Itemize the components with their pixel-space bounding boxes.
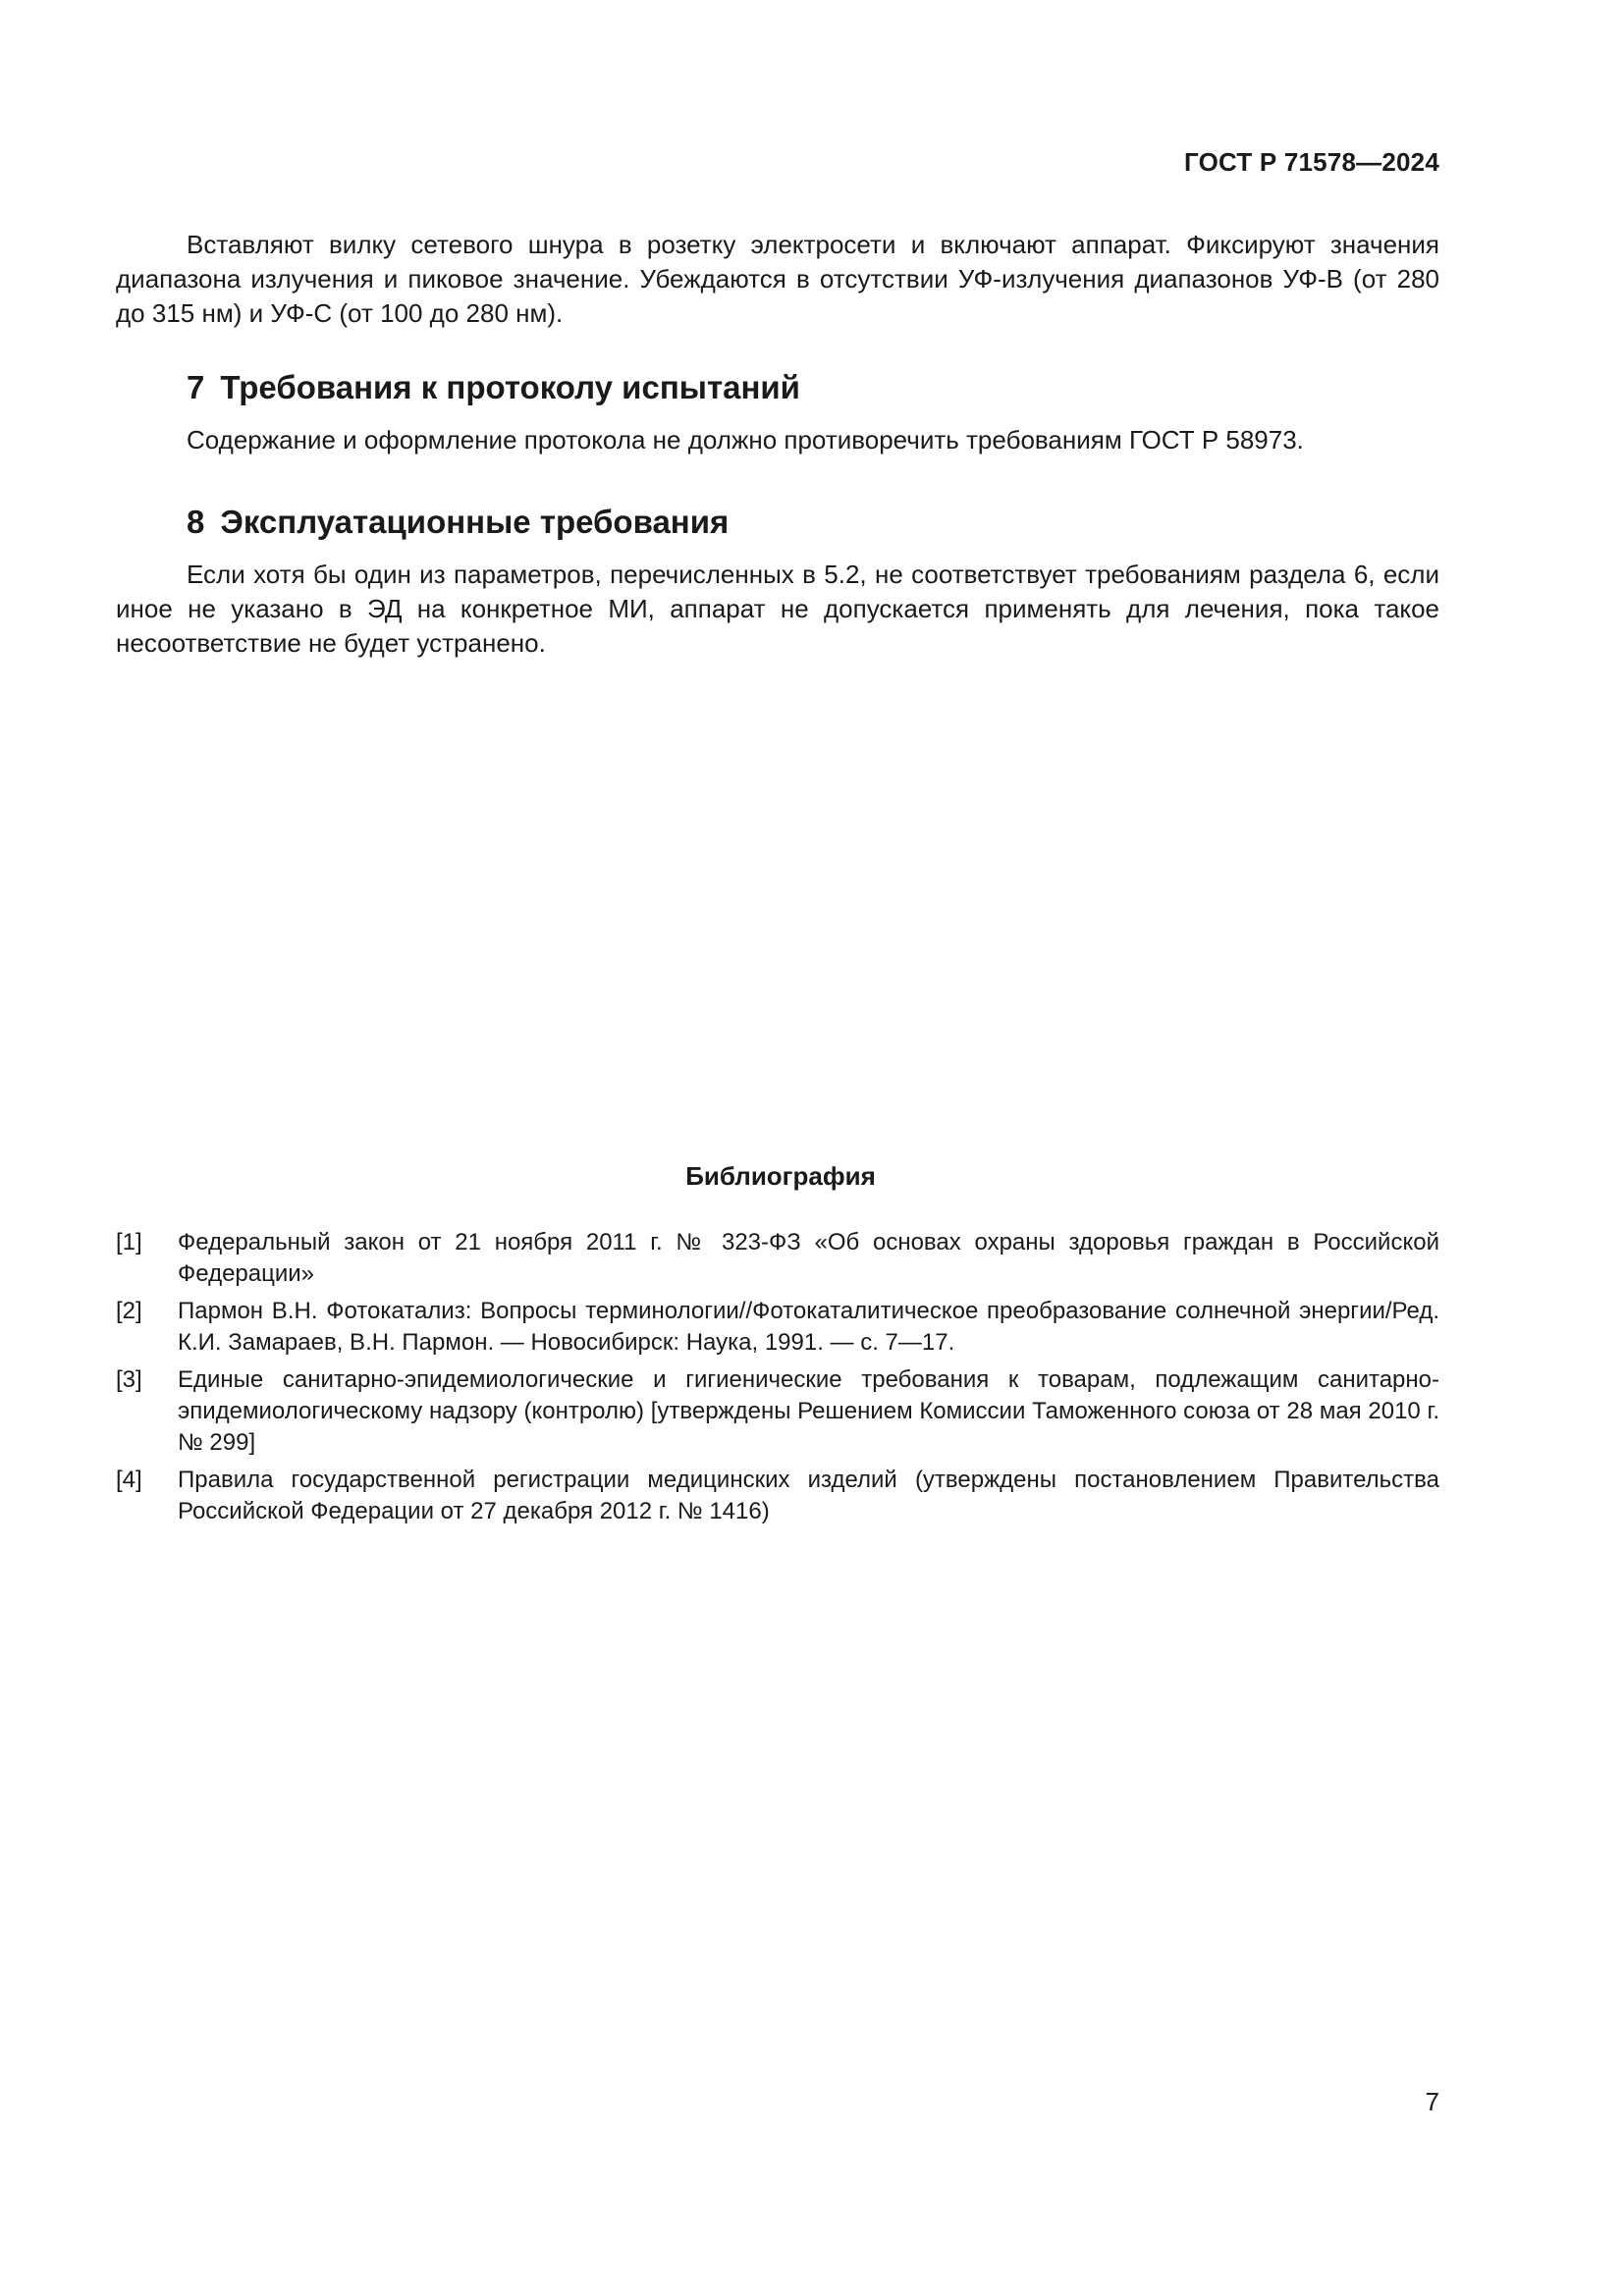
section-7-text: Содержание и оформление протокола не должно противоречить требованиям ГОСТ Р 58973. <box>187 425 1304 454</box>
bibliography-item <box>116 1465 1439 1527</box>
section-8-number: 8 <box>187 504 205 540</box>
bibliography-item-text: Единые санитарно-эпидемиологические и гигиенические требования к товарам, подлежащим санитарно-эпидемиологическому надзору (контролю) [утверждены Решением Комиссии Таможенного союза от 28 мая 2010 г. № 299] <box>178 1366 1439 1456</box>
section-7-title: Требования к протоколу испытаний <box>220 369 800 405</box>
section-8-text: Если хотя бы один из параметров, перечисленных в 5.2, не соответствует требованиям раздела 6, если иное не указано в ЭД на конкретное МИ, аппарат не допускается применять для лечения, пока такое несоответствие не будет устранено. <box>116 560 1439 658</box>
section-7-heading <box>116 368 1439 407</box>
bibliography-item-number: [4] <box>116 1467 142 1493</box>
section-7 <box>116 368 1439 457</box>
bibliography-item <box>116 1364 1439 1459</box>
bibliography-item <box>116 1227 1439 1290</box>
bibliography-item-text: Пармон В.Н. Фотокатализ: Вопросы терминологии//Фотокаталитическое преобразование солнечной энергии/Ред. К.И. Замараев, В.Н. Пармон. — Новосибирск: Наука, 1991. — с. 7—17. <box>178 1298 1439 1356</box>
bibliography-item-text: Федеральный закон от 21 ноября 2011 г. № 323-ФЗ «Об основах охраны здоровья граждан в Российской Федерации» <box>178 1229 1439 1287</box>
bibliography-item-number: [3] <box>116 1366 142 1393</box>
section-8-title: Эксплуатационные требования <box>220 504 730 540</box>
bibliography-item-text: Правила государственной регистрации медицинских изделий (утверждены постановлением Правительства Российской Федерации от 27 декабря 2012 г. № 1416) <box>178 1467 1439 1524</box>
bibliography-list <box>116 1227 1439 1533</box>
bibliography-title: Библиография <box>685 1161 876 1191</box>
bibliography-item-number: [1] <box>116 1229 142 1255</box>
intro-section <box>116 228 1439 331</box>
document-code: ГОСТ Р 71578—2024 <box>1184 147 1439 177</box>
bibliography-item-number: [2] <box>116 1298 142 1324</box>
bibliography-item <box>116 1296 1439 1359</box>
page-number: 7 <box>1425 2087 1439 2116</box>
section-8-heading <box>116 503 1439 542</box>
section-7-number: 7 <box>187 369 205 405</box>
intro-paragraph: Вставляют вилку сетевого шнура в розетку электросети и включают аппарат. Фиксируют значения диапазона излучения и пиковое значение. Убеждаются в отсутствии УФ-излучения диапазонов УФ-В (от 280 до 315 нм) и УФ-С (от 100 до 280 нм). <box>116 230 1439 328</box>
section-8 <box>116 503 1439 661</box>
